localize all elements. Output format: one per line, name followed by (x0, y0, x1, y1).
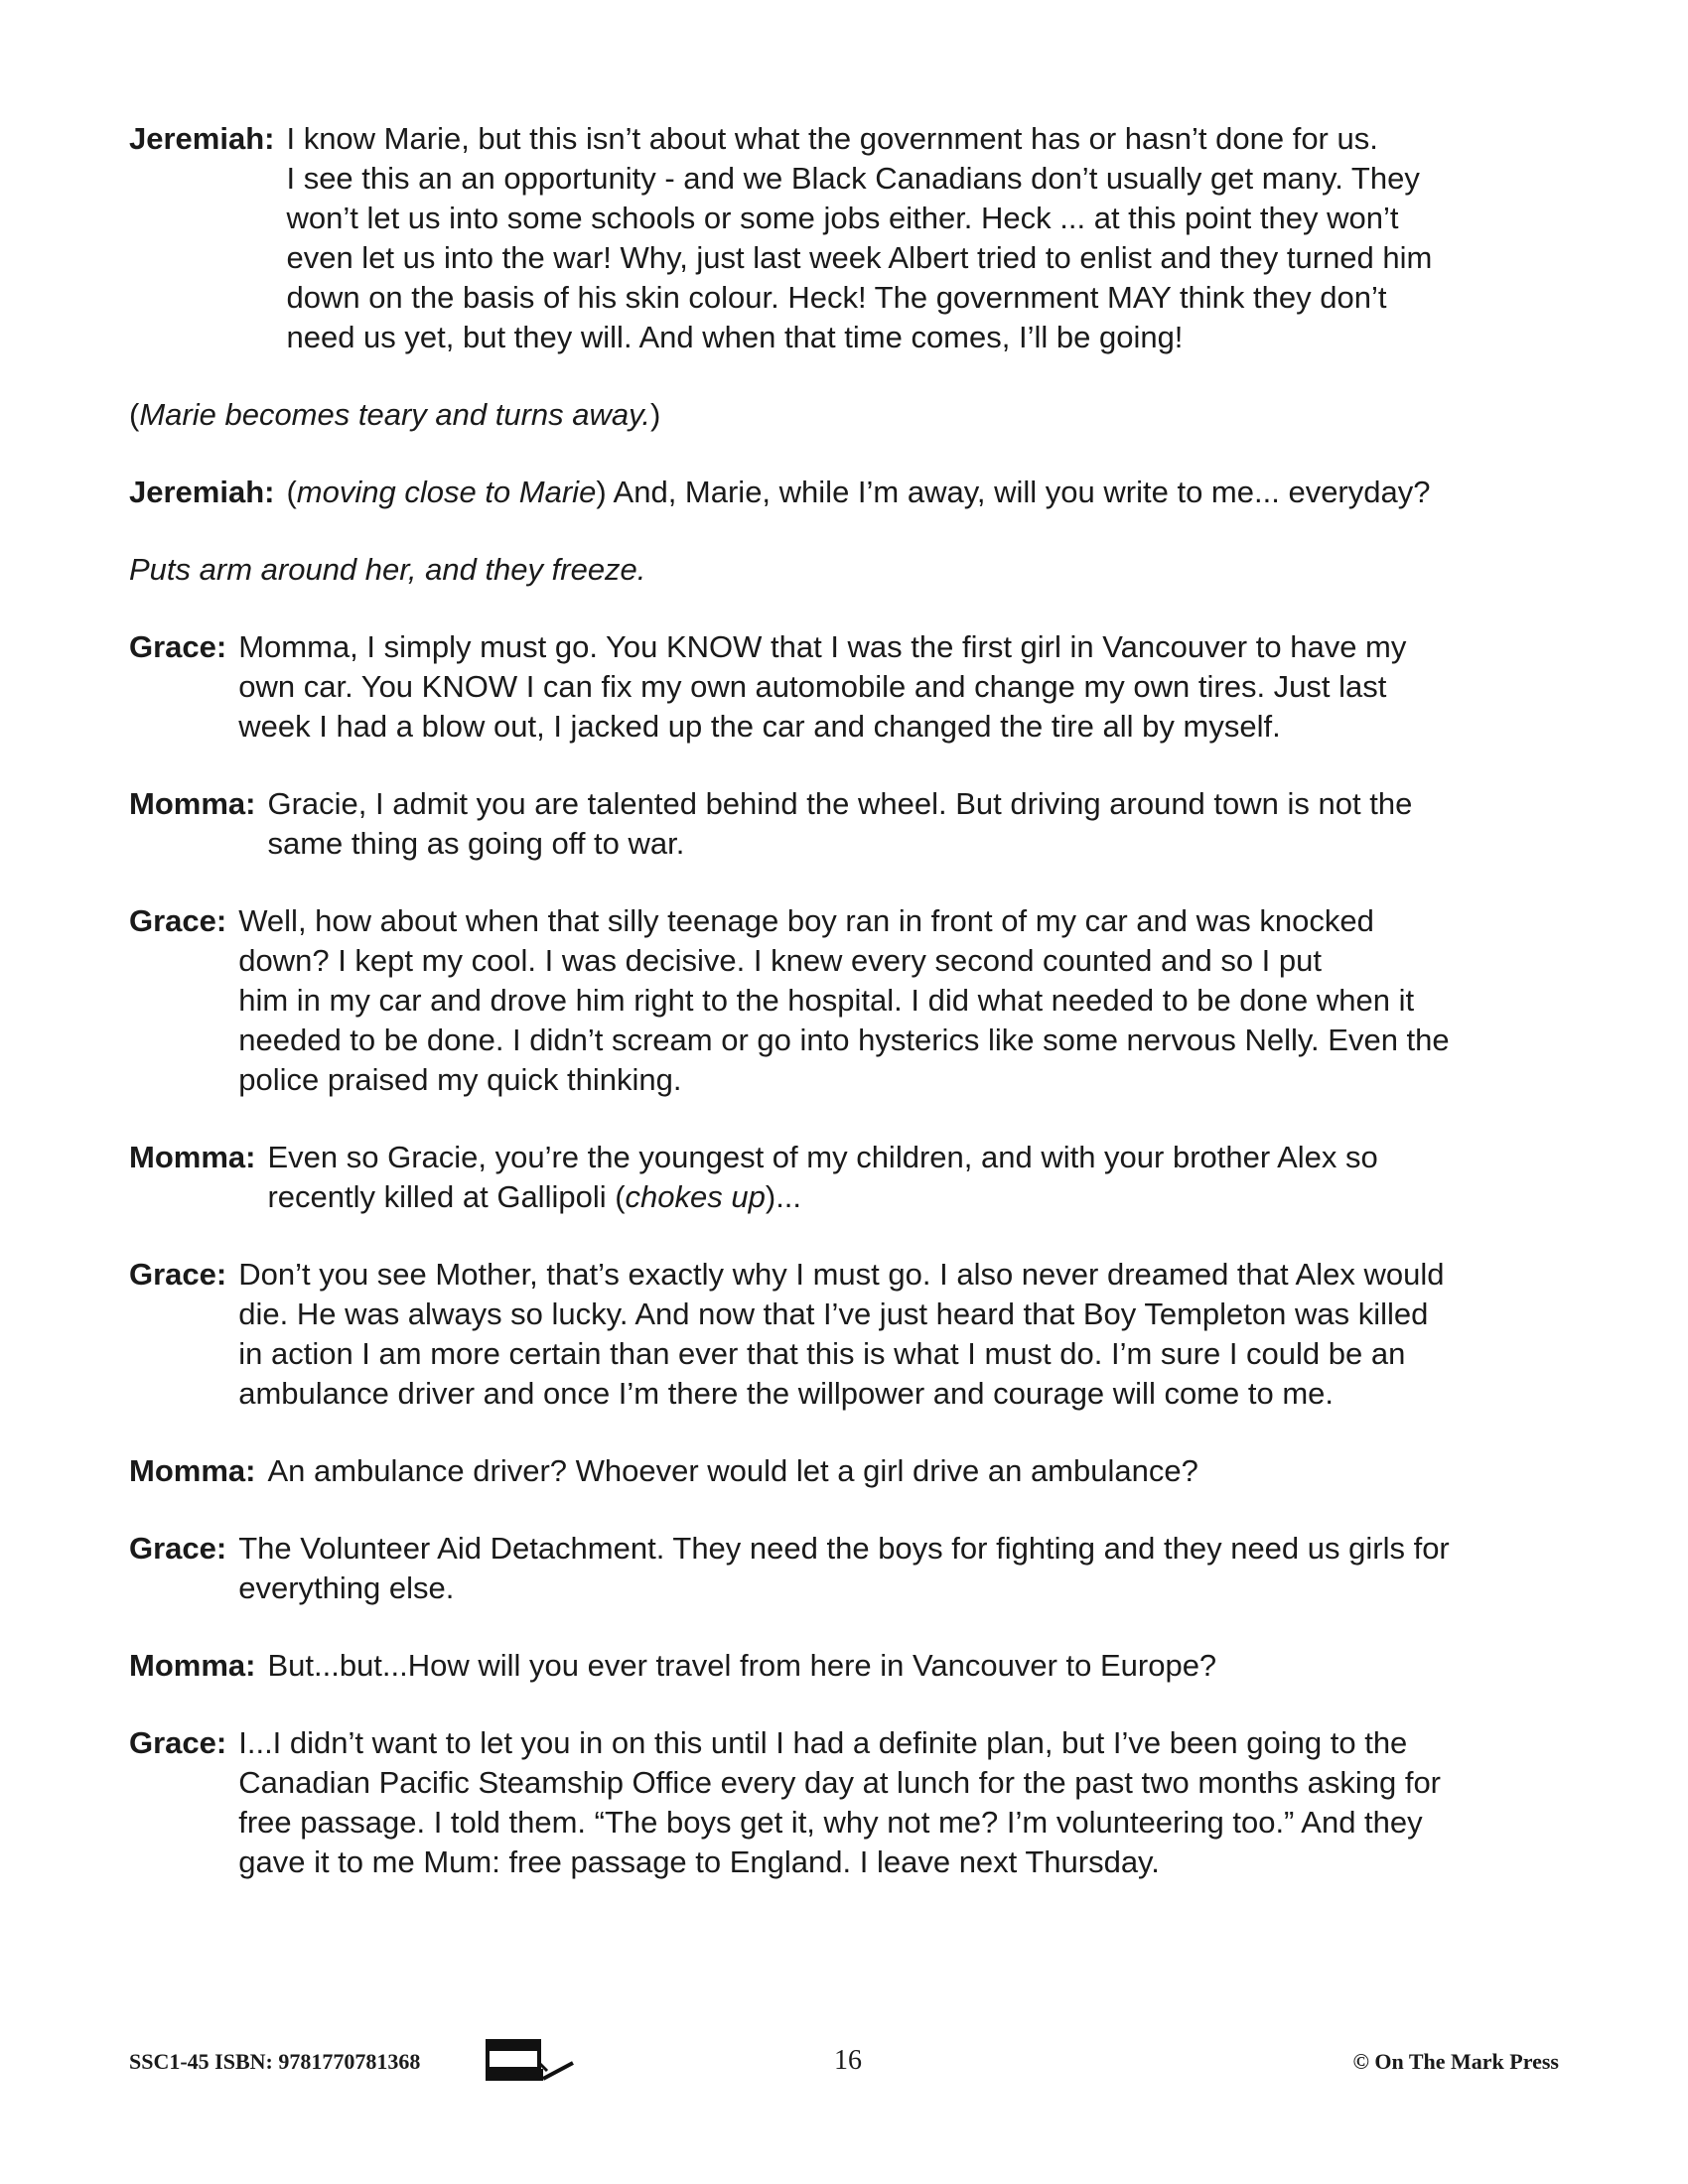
speech-line: free passage. I told them. “The boys get it, why not me? I’m volunteering too.” And they (238, 1805, 1423, 1840)
speech-line: down on the basis of his skin colour. Heck! The government MAY think they don’t (286, 280, 1387, 315)
speech-line (267, 1177, 1377, 1217)
footer-copyright: © On The Mark Press (1352, 2049, 1559, 2074)
speech-block (129, 784, 1559, 864)
speech-line: down? I kept my cool. I was decisive. I knew every second counted and so I put (238, 943, 1322, 978)
speech-line: Well, how about when that silly teenage boy ran in front of my car and was knocked (238, 903, 1374, 938)
speech-line: needed to be done. I didn’t scream or go into hysterics like some nervous Nelly. Even the (238, 1023, 1450, 1057)
speaker-name: Grace: (129, 1725, 227, 1760)
line-part: )... (765, 1179, 802, 1214)
stage-direction (129, 395, 1559, 435)
speech-text (267, 784, 1412, 864)
speaker-name: Momma: (129, 786, 256, 821)
script-content (129, 119, 1559, 1920)
speech-line: die. He was always so lucky. And now that I’ve just heard that Boy Templeton was killed (238, 1297, 1429, 1331)
line-part: ) And, Marie, while I’m away, will you write to me... everyday? (596, 475, 1431, 509)
speech-line: need us yet, but they will. And when that time comes, I’ll be going! (286, 320, 1184, 354)
speech-line: gave it to me Mum: free passage to England. I leave next Thursday. (238, 1844, 1160, 1879)
speech-line: police praised my quick thinking. (238, 1062, 682, 1097)
speech-text (238, 901, 1449, 1100)
speaker-name: Momma: (129, 1140, 256, 1174)
speech-line: week I had a blow out, I jacked up the car and changed the tire all by myself. (238, 709, 1281, 744)
speech-line: Don’t you see Mother, that’s exactly why I must go. I also never dreamed that Alex would (238, 1257, 1445, 1292)
speech-line: Gracie, I admit you are talented behind the wheel. But driving around town is not the (267, 786, 1413, 821)
speech-line: Even so Gracie, you’re the youngest of my children, and with your brother Alex so (267, 1140, 1378, 1174)
speech-line: ambulance driver and once I’m there the willpower and courage will come to me. (238, 1376, 1335, 1411)
speaker-name: Momma: (129, 1453, 256, 1488)
speech-block (129, 1451, 1559, 1491)
speech-block (129, 1646, 1559, 1686)
speech-line: But...but...How will you ever travel from here in Vancouver to Europe? (267, 1648, 1217, 1683)
speech-line: I...I didn’t want to let you in on this until I had a definite plan, but I’ve been going to the (238, 1725, 1408, 1760)
speech-line: same thing as going off to war. (267, 826, 685, 861)
speech-block (129, 1529, 1559, 1608)
speech-block (129, 1723, 1559, 1882)
footer-isbn: SSC1-45 ISBN: 9781770781368 (129, 2049, 421, 2074)
speaker-name: Grace: (129, 1531, 227, 1566)
speech-line: own car. You KNOW I can fix my own automobile and change my own tires. Just last (238, 669, 1387, 704)
speech-line: I see this an an opportunity - and we Black Canadians don’t usually get many. They (286, 161, 1420, 196)
speech-line: won’t let us into some schools or some jobs either. Heck ... at this point they won’t (286, 201, 1399, 235)
speech-block (129, 119, 1559, 357)
speaker-name: Jeremiah: (129, 475, 275, 509)
speaker-name: Grace: (129, 1257, 227, 1292)
speech-text (286, 119, 1432, 357)
speech-block (129, 1255, 1559, 1414)
inline-direction: chokes up (625, 1179, 766, 1214)
speech-line: even let us into the war! Why, just last week Albert tried to enlist and they turned him (286, 240, 1433, 275)
speech-line: I know Marie, but this isn’t about what the government has or hasn’t done for us. (286, 121, 1378, 156)
speech-line: Momma, I simply must go. You KNOW that I was the first girl in Vancouver to have my (238, 629, 1407, 664)
page-footer (129, 2035, 1559, 2085)
speech-block (129, 1138, 1559, 1217)
speech-block (129, 901, 1559, 1100)
direction-paren: ) (649, 397, 661, 432)
speaker-name: Grace: (129, 629, 227, 664)
book-logo-icon (484, 2035, 575, 2090)
speech-text (238, 1723, 1441, 1882)
speech-line: everything else. (238, 1570, 455, 1605)
page-number: 16 (834, 2045, 862, 2076)
speech-text (238, 627, 1406, 747)
speech-line: The Volunteer Aid Detachment. They need the boys for fighting and they need us girls for (238, 1531, 1450, 1566)
speech-text (267, 1646, 1216, 1686)
speech-line (286, 473, 1430, 512)
inline-direction: moving close to Marie (296, 475, 597, 509)
speech-text (267, 1451, 1197, 1491)
speaker-name: Momma: (129, 1648, 256, 1683)
speech-text (267, 1138, 1377, 1217)
speech-text (286, 473, 1430, 512)
speech-line: him in my car and drove him right to the hospital. I did what needed to be done when it (238, 983, 1415, 1018)
speech-line: An ambulance driver? Whoever would let a girl drive an ambulance? (267, 1453, 1198, 1488)
speech-line: in action I am more certain than ever that this is what I must do. I’m sure I could be an (238, 1336, 1406, 1371)
line-part: recently killed at Gallipoli ( (267, 1179, 626, 1214)
speech-block (129, 473, 1559, 512)
speech-block (129, 627, 1559, 747)
stage-direction: Puts arm around her, and they freeze. (129, 552, 646, 587)
direction-paren: ( (129, 397, 140, 432)
speaker-name: Jeremiah: (129, 121, 275, 156)
direction-text: Marie becomes teary and turns away. (139, 397, 650, 432)
line-part: ( (286, 475, 297, 509)
speech-line: Canadian Pacific Steamship Office every day at lunch for the past two months asking for (238, 1765, 1442, 1800)
speech-text (238, 1529, 1450, 1608)
speech-text (238, 1255, 1444, 1414)
speaker-name: Grace: (129, 903, 227, 938)
